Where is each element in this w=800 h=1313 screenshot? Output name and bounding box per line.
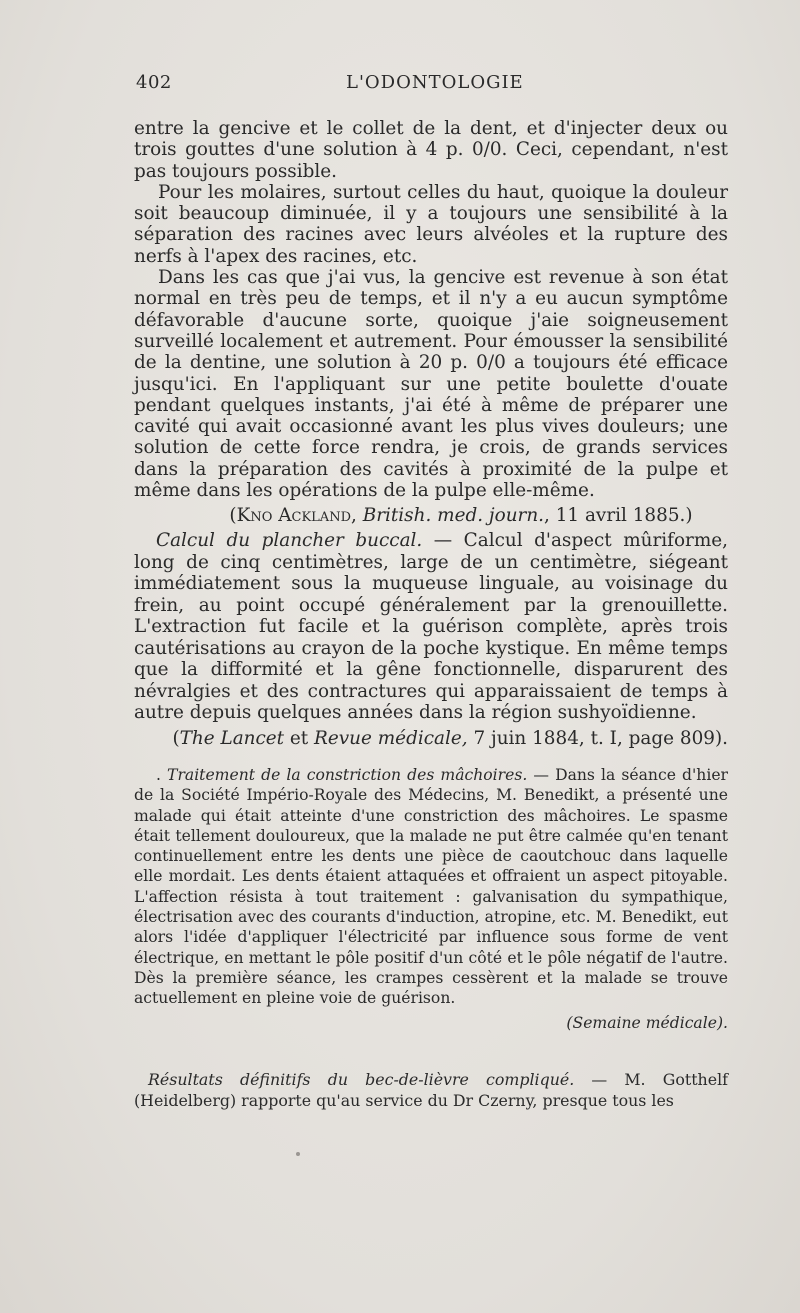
article-title: Résultats définitifs du bec-de-lièvre compliqué. — [148, 1070, 575, 1089]
citation-lancet: (The Lancet et Revue médicale, 7 juin 1884, t. I, page 809). — [172, 727, 728, 749]
article-bec-de-lievre — [134, 1070, 728, 1111]
citation-author: Kno Ackland — [236, 505, 351, 527]
article-constriction-machoires — [134, 765, 728, 1033]
paragraph-2: Pour les molaires, surtout celles du haut, quoique la douleur soit beaucoup diminuée, il y a toujours une sensibilité à la séparation des racines avec leurs alvéoles et la rupture des nerfs à l'apex des racines, etc. — [134, 181, 728, 267]
article-continuation — [134, 118, 728, 527]
article-paragraph: Résultats définitifs du bec-de-lièvre compliqué. — M. Gotthelf (Heidelberg) rapporte qu'au service du Dr Czerny, presque tous les — [134, 1070, 728, 1110]
article-paragraph: . Traitement de la constriction des mâchoires. — Dans la séance d'hier de la Société Império-Royale des Médecins, M. Benedikt, a présenté une malade qui était atteinte d'une constriction des mâchoires. Le spasme était tellement douloureux, que la malade ne put être calmée qu'en tenant continuellement entre les dents une pièce de caoutchouc dans laquelle elle mordait. Les dents étaient attaquées et offraient un aspect pitoyable. L'affection résista à tout traitement : galvanisation du sympathique, électrisation avec des courants d'induction, atropine, etc. M. Benedikt, eut alors l'idée d'appliquer l'électricité par influence sous forme de vent électrique, en mettant le pôle positif d'un côté et le pôle négatif de l'autre. Dès la première séance, les crampes cessèrent et la malade se trouve actuellement en pleine voie de guérison. — [134, 766, 728, 1008]
running-title: L'ODONTOLOGIE — [346, 72, 524, 93]
article-title: Traitement de la constriction des mâchoires. — [167, 766, 528, 784]
page-header — [136, 72, 726, 98]
citation-ackland: (Kno Ackland, British. med. journ., 11 avril 1885.) — [229, 505, 693, 527]
paragraph-3: Dans les cas que j'ai vus, la gencive est revenue à son état normal en très peu de temps, et il n'y a eu aucun symptôme défavorable d'aucune sorte, quoique j'aie soigneusement surveillé localement et autrement. Pour émousser la sensibilité de la dentine, une solution à 20 p. 0/0 a toujours été efficace jusqu'ici. En l'appliquant sur une petite boulette d'ouate pendant quelques instants, j'ai été à même de préparer une cavité qui avait occasionné avant les plus vives douleurs; une solution de cette force rendra, je crois, de grands services dans la préparation des cavités à proximité de la pulpe et même dans les opérations de la pulpe elle-même. — [134, 267, 728, 502]
article-paragraph: Calcul du plancher buccal. — Calcul d'aspect mûriforme, long de cinq centimètres, large de un centimètre, siégeant immédiatement sous la muqueuse linguale, au voisinage du frein, au point occupé généralement par la grenouillette. L'extraction fut facile et la guérison complète, après trois cautérisations au crayon de la poche kystique. En même temps que la difformité et la gêne fonctionnelle, disparurent des névralgies et des contractures qui apparaissaient de temps à autre depuis quelques années dans la région sushyoïdienne. — [134, 530, 728, 723]
citation-semaine-medicale: (Semaine médicale). — [566, 1013, 728, 1032]
paragraph-1: entre la gencive et le collet de la dent, et d'injecter deux ou trois gouttes d'une solution à 4 p. 0/0. Ceci, cependant, n'est pas toujours possible. — [134, 118, 728, 182]
ink-speck — [296, 1152, 300, 1156]
article-title: Calcul du plancher buccal. — [156, 530, 423, 551]
citation-journal: British. med. journ. — [362, 505, 545, 527]
page-number: 402 — [136, 72, 172, 93]
article-calcul-plancher-buccal — [134, 530, 728, 749]
